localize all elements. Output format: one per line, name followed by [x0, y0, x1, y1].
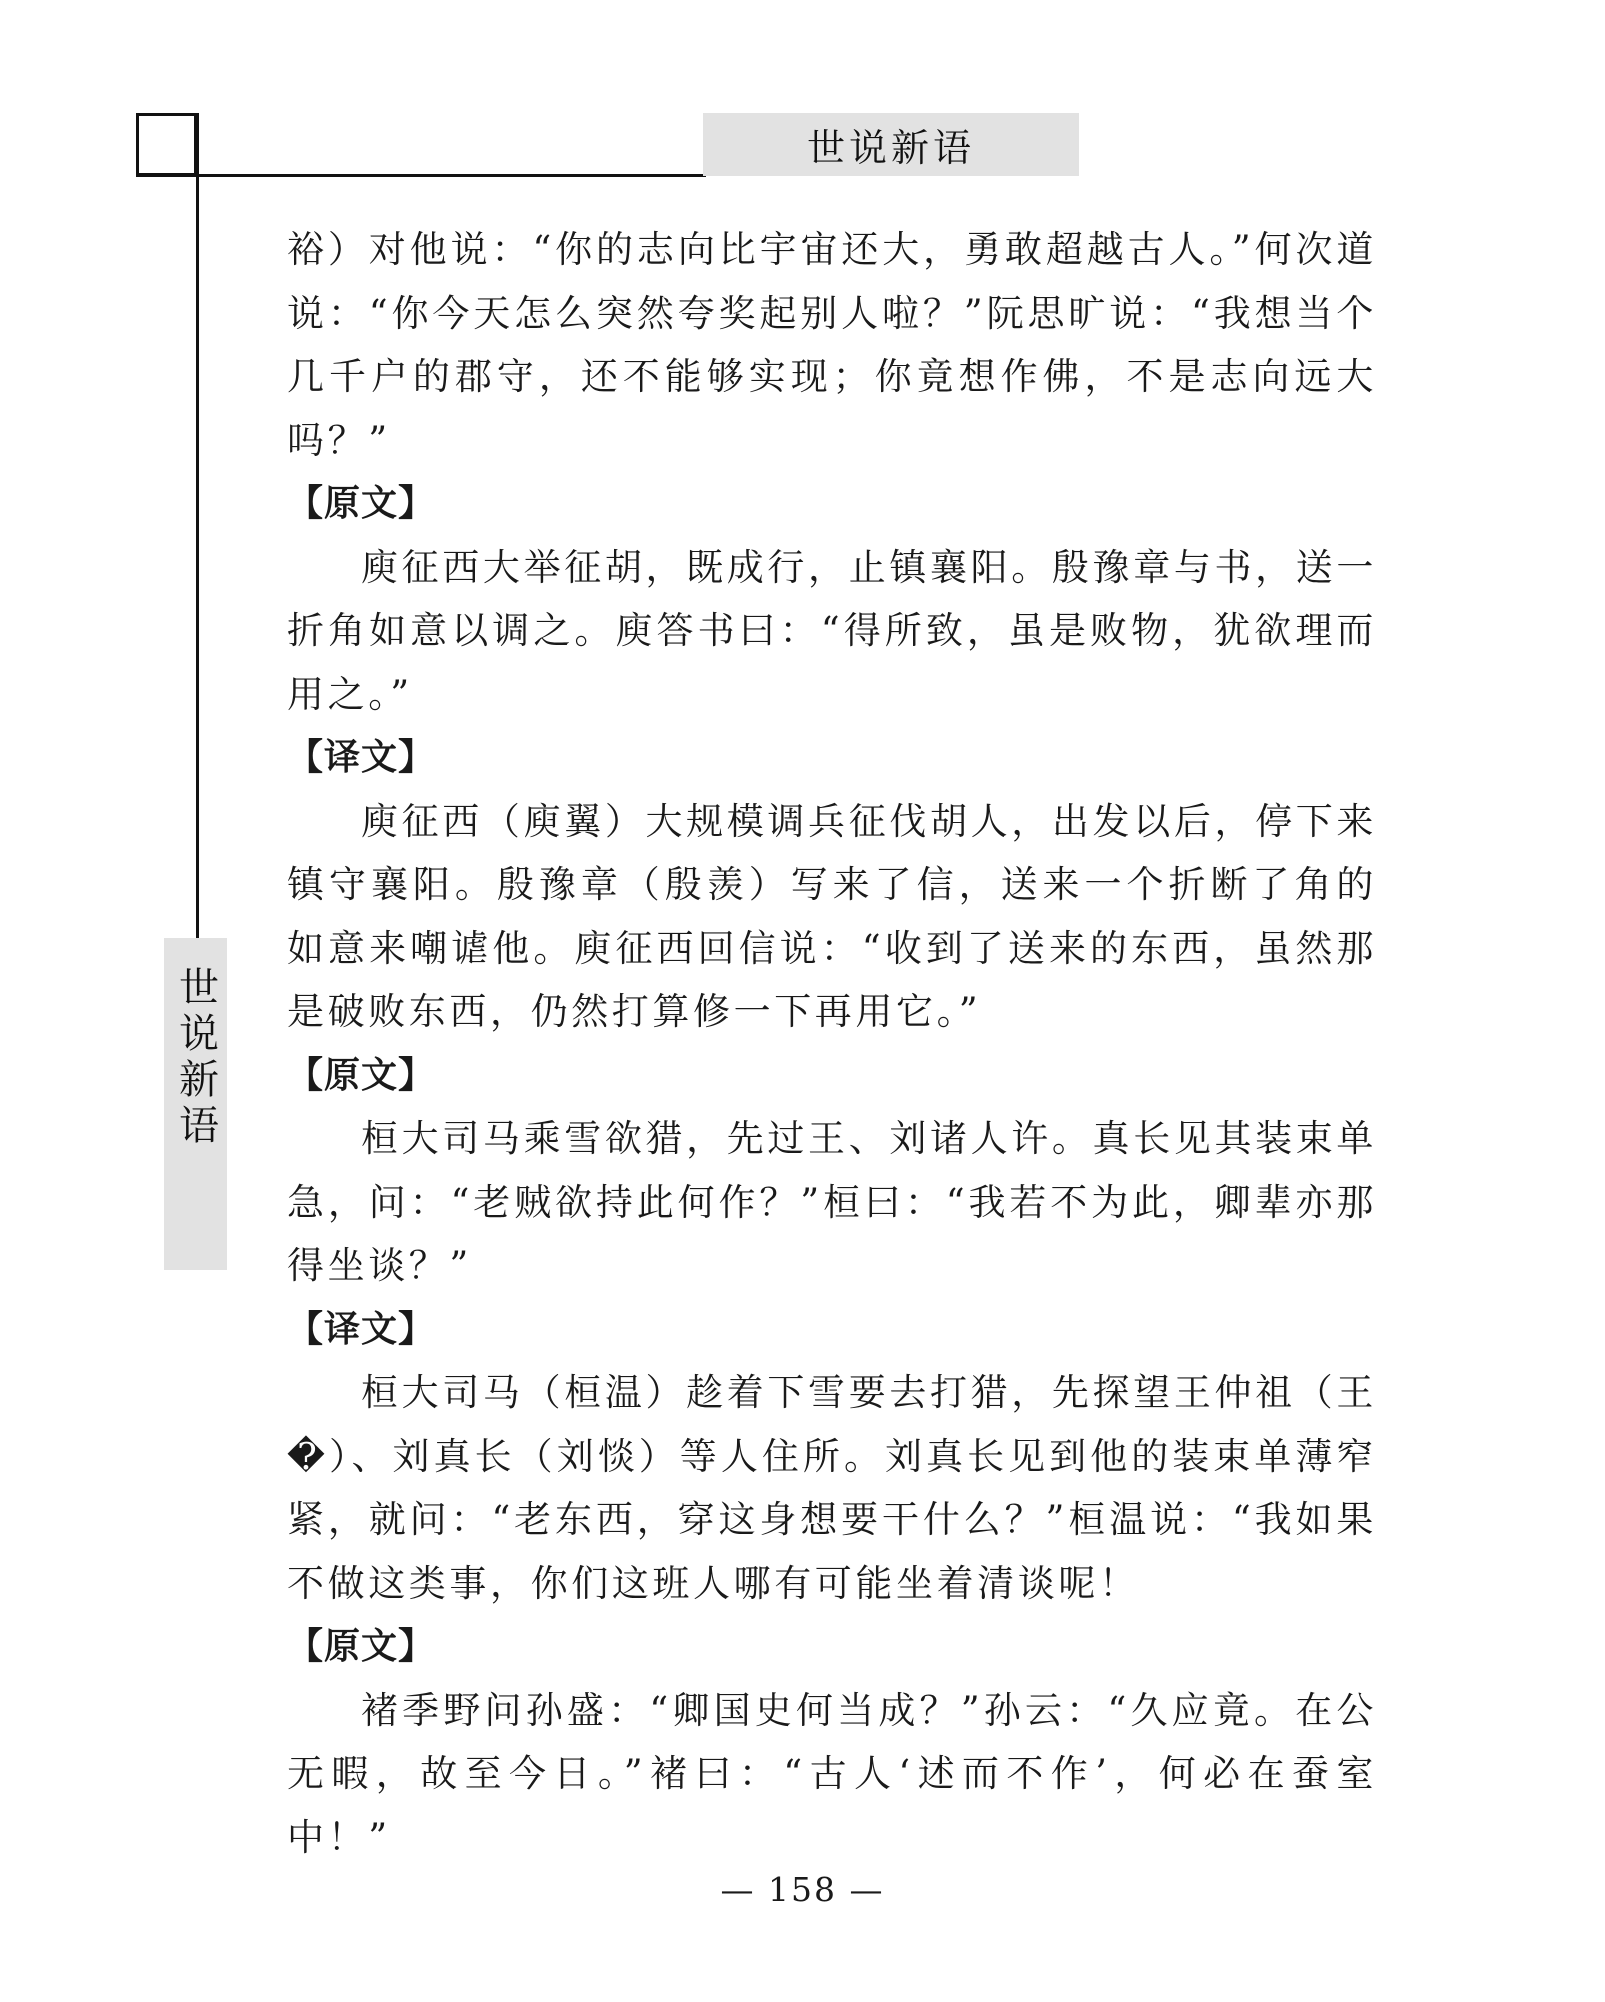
paragraph-continued: 裕）对他说：“你的志向比宇宙还大，勇敢超越古人。”何次道说：“你今天怎么突然夸奖起别人啦？”阮思旷说：“我想当个几千户的郡守，还不能够实现；你竟想作佛，不是志向远大吗？” — [287, 228, 1377, 462]
section-heading-translation: 【译文】 — [287, 737, 436, 778]
book-title: 世说新语 — [806, 126, 975, 170]
paragraph-original: 褚季野问孙盛：“卿国史何当成？”孙云：“久应竟。在公无暇，故至今日。”褚曰：“古人‘述而不作’，何必在蚕室中！” — [287, 1688, 1377, 1859]
section-heading-original: 【原文】 — [287, 1054, 436, 1096]
section-heading-translation: 【译文】 — [287, 1308, 436, 1350]
section-heading-original: 【原文】 — [287, 483, 436, 524]
header-rule — [136, 174, 706, 177]
side-tab — [164, 938, 227, 1270]
page-body — [287, 218, 1377, 1869]
paragraph-original: 庾征西大举征胡，既成行，止镇襄阳。殷豫章与书，送一折角如意以调之。庾答书曰：“得所致，虽是败物，犹欲理而用之。” — [287, 545, 1377, 716]
paragraph-translation: 桓大司马（桓温）趁着下雪要去打猎，先探望王仲祖（王�）、刘真长（刘惔）等人住所。刘真长见到他的装束单薄窄紧，就问：“老东西，穿这身想要干什么？”桓温说：“我如果不做这类事，你们这班人哪有可能坐着清谈呢！ — [287, 1371, 1377, 1605]
paragraph-original: 桓大司马乘雪欲猎，先过王、刘诸人许。真长见其装束单急，问：“老贼欲持此何作？”桓曰：“我若不为此，卿辈亦那得坐谈？” — [287, 1117, 1377, 1287]
section-heading-original: 【原文】 — [287, 1626, 436, 1667]
page-number: — 158 — — [720, 1870, 885, 1909]
running-header — [703, 113, 1079, 176]
side-tab-title: 世说新语 — [172, 966, 219, 1150]
decorative-corner-box — [136, 113, 197, 176]
margin-rule — [196, 113, 199, 938]
paragraph-translation: 庾征西（庾翼）大规模调兵征伐胡人，出发以后，停下来镇守襄阳。殷豫章（殷羡）写来了信，送来一个折断了角的如意来嘲谑他。庾征西回信说：“收到了送来的东西，虽然那是破败东西，仍然打算修一下再用它。” — [287, 799, 1377, 1033]
